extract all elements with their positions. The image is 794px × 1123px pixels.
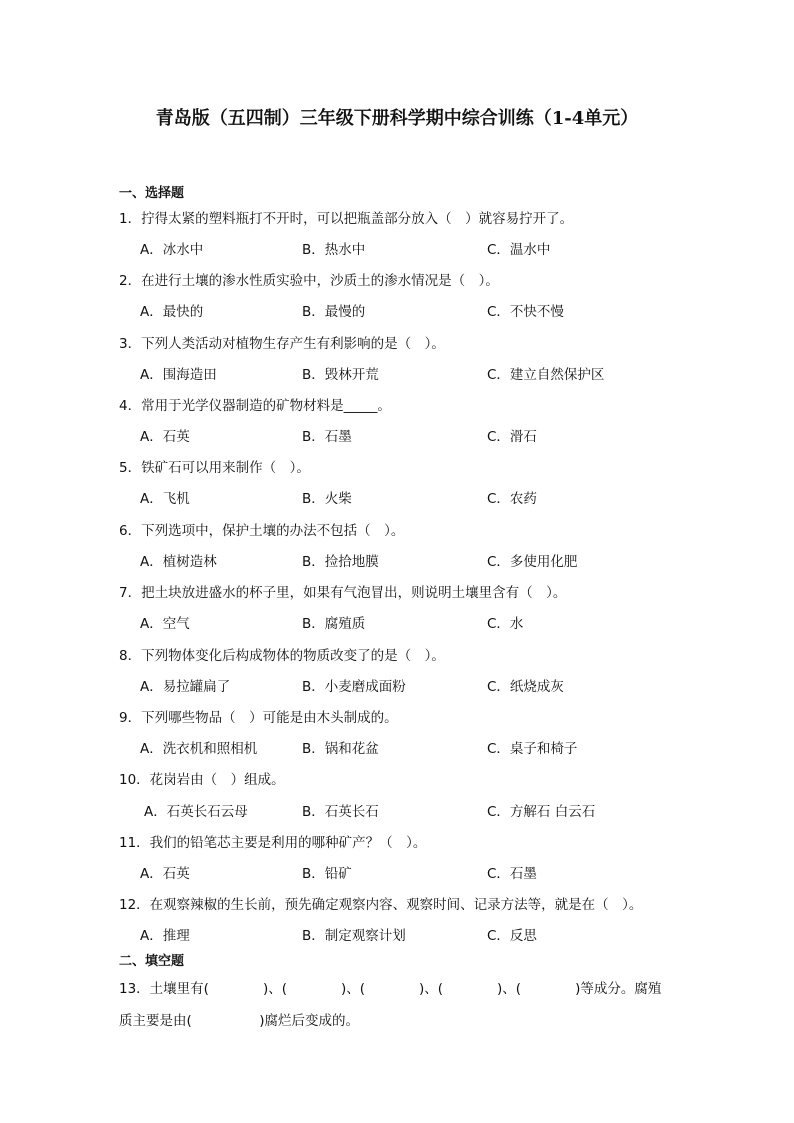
option-c: C．石墨 bbox=[487, 866, 537, 882]
option-a: A．石英 bbox=[140, 866, 190, 882]
option-c: C．建立自然保护区 bbox=[487, 367, 605, 383]
option-a: A．石英 bbox=[140, 429, 190, 445]
fill-question-line: 13．土壤里有( )、( )、( )、( )、( )等成分。腐殖 bbox=[119, 981, 662, 997]
option-a: A．石英长石云母 bbox=[144, 804, 248, 820]
option-a: A．空气 bbox=[140, 616, 190, 632]
question-stem: 2．在进行土壤的渗水性质实验中，沙质土的渗水情况是（ ）。 bbox=[119, 273, 499, 289]
option-b: B．石英长石 bbox=[302, 804, 379, 820]
section-heading-fill: 二、填空题 bbox=[119, 954, 185, 969]
option-b: B．毁林开荒 bbox=[302, 367, 379, 383]
option-b: B．小麦磨成面粉 bbox=[302, 679, 406, 695]
option-c: C．多使用化肥 bbox=[487, 554, 578, 570]
fill-question-line: 质主要是由( )腐烂后变成的。 bbox=[119, 1013, 360, 1029]
question-stem: 10．花岗岩由（ ）组成。 bbox=[119, 772, 285, 788]
option-c: C．温水中 bbox=[487, 242, 551, 258]
question-stem: 11．我们的铅笔芯主要是利用的哪种矿产？（ ）。 bbox=[119, 835, 427, 851]
option-c: C．水 bbox=[487, 616, 524, 632]
question-stem: 9．下列哪些物品（ ）可能是由木头制成的。 bbox=[119, 710, 398, 726]
option-a: A．易拉罐扁了 bbox=[140, 679, 231, 695]
option-b: B．腐殖质 bbox=[302, 616, 366, 632]
option-c: C．桌子和椅子 bbox=[487, 741, 578, 757]
option-a: A．最快的 bbox=[140, 304, 204, 320]
option-c: C．不快不慢 bbox=[487, 304, 564, 320]
option-c: C．纸烧成灰 bbox=[487, 679, 564, 695]
option-a: A．洗衣机和照相机 bbox=[140, 741, 258, 757]
section-heading-choice: 一、选择题 bbox=[119, 186, 185, 201]
question-stem: 4．常用于光学仪器制造的矿物材料是_____。 bbox=[119, 398, 391, 414]
question-stem: 12．在观察辣椒的生长前，预先确定观察内容、观察时间、记录方法等，就是在（ ）。 bbox=[119, 897, 643, 913]
option-b: B．石墨 bbox=[302, 429, 352, 445]
option-c: C．反思 bbox=[487, 928, 537, 944]
question-stem: 6．下列选项中，保护土壤的办法不包括（ ）。 bbox=[119, 523, 405, 539]
question-stem: 3．下列人类活动对植物生存产生有利影响的是（ ）。 bbox=[119, 336, 445, 352]
option-c: C．滑石 bbox=[487, 429, 537, 445]
option-a: A．飞机 bbox=[140, 491, 190, 507]
question-stem: 5．铁矿石可以用来制作（ ）。 bbox=[119, 460, 310, 476]
question-stem: 7．把土块放进盛水的杯子里，如果有气泡冒出，则说明土壤里含有（ ）。 bbox=[119, 585, 567, 601]
option-a: A．围海造田 bbox=[140, 367, 217, 383]
option-a: A．植树造林 bbox=[140, 554, 217, 570]
question-stem: 8．下列物体变化后构成物体的物质改变了的是（ ）。 bbox=[119, 648, 445, 664]
option-b: B．制定观察计划 bbox=[302, 928, 406, 944]
option-b: B．最慢的 bbox=[302, 304, 366, 320]
option-b: B．锅和花盆 bbox=[302, 741, 379, 757]
option-c: C．方解石 白云石 bbox=[487, 804, 596, 820]
question-stem: 1．拧得太紧的塑料瓶打不开时，可以把瓶盖部分放入（ ）就容易拧开了。 bbox=[119, 211, 574, 227]
option-a: A．推理 bbox=[140, 928, 190, 944]
option-b: B．火柴 bbox=[302, 491, 352, 507]
page-title: 青岛版（五四制）三年级下册科学期中综合训练（1-4单元） bbox=[155, 108, 639, 129]
option-a: A．冰水中 bbox=[140, 242, 204, 258]
option-b: B．铅矿 bbox=[302, 866, 352, 882]
option-b: B．热水中 bbox=[302, 242, 366, 258]
option-b: B．捡拾地膜 bbox=[302, 554, 379, 570]
option-c: C．农药 bbox=[487, 491, 537, 507]
